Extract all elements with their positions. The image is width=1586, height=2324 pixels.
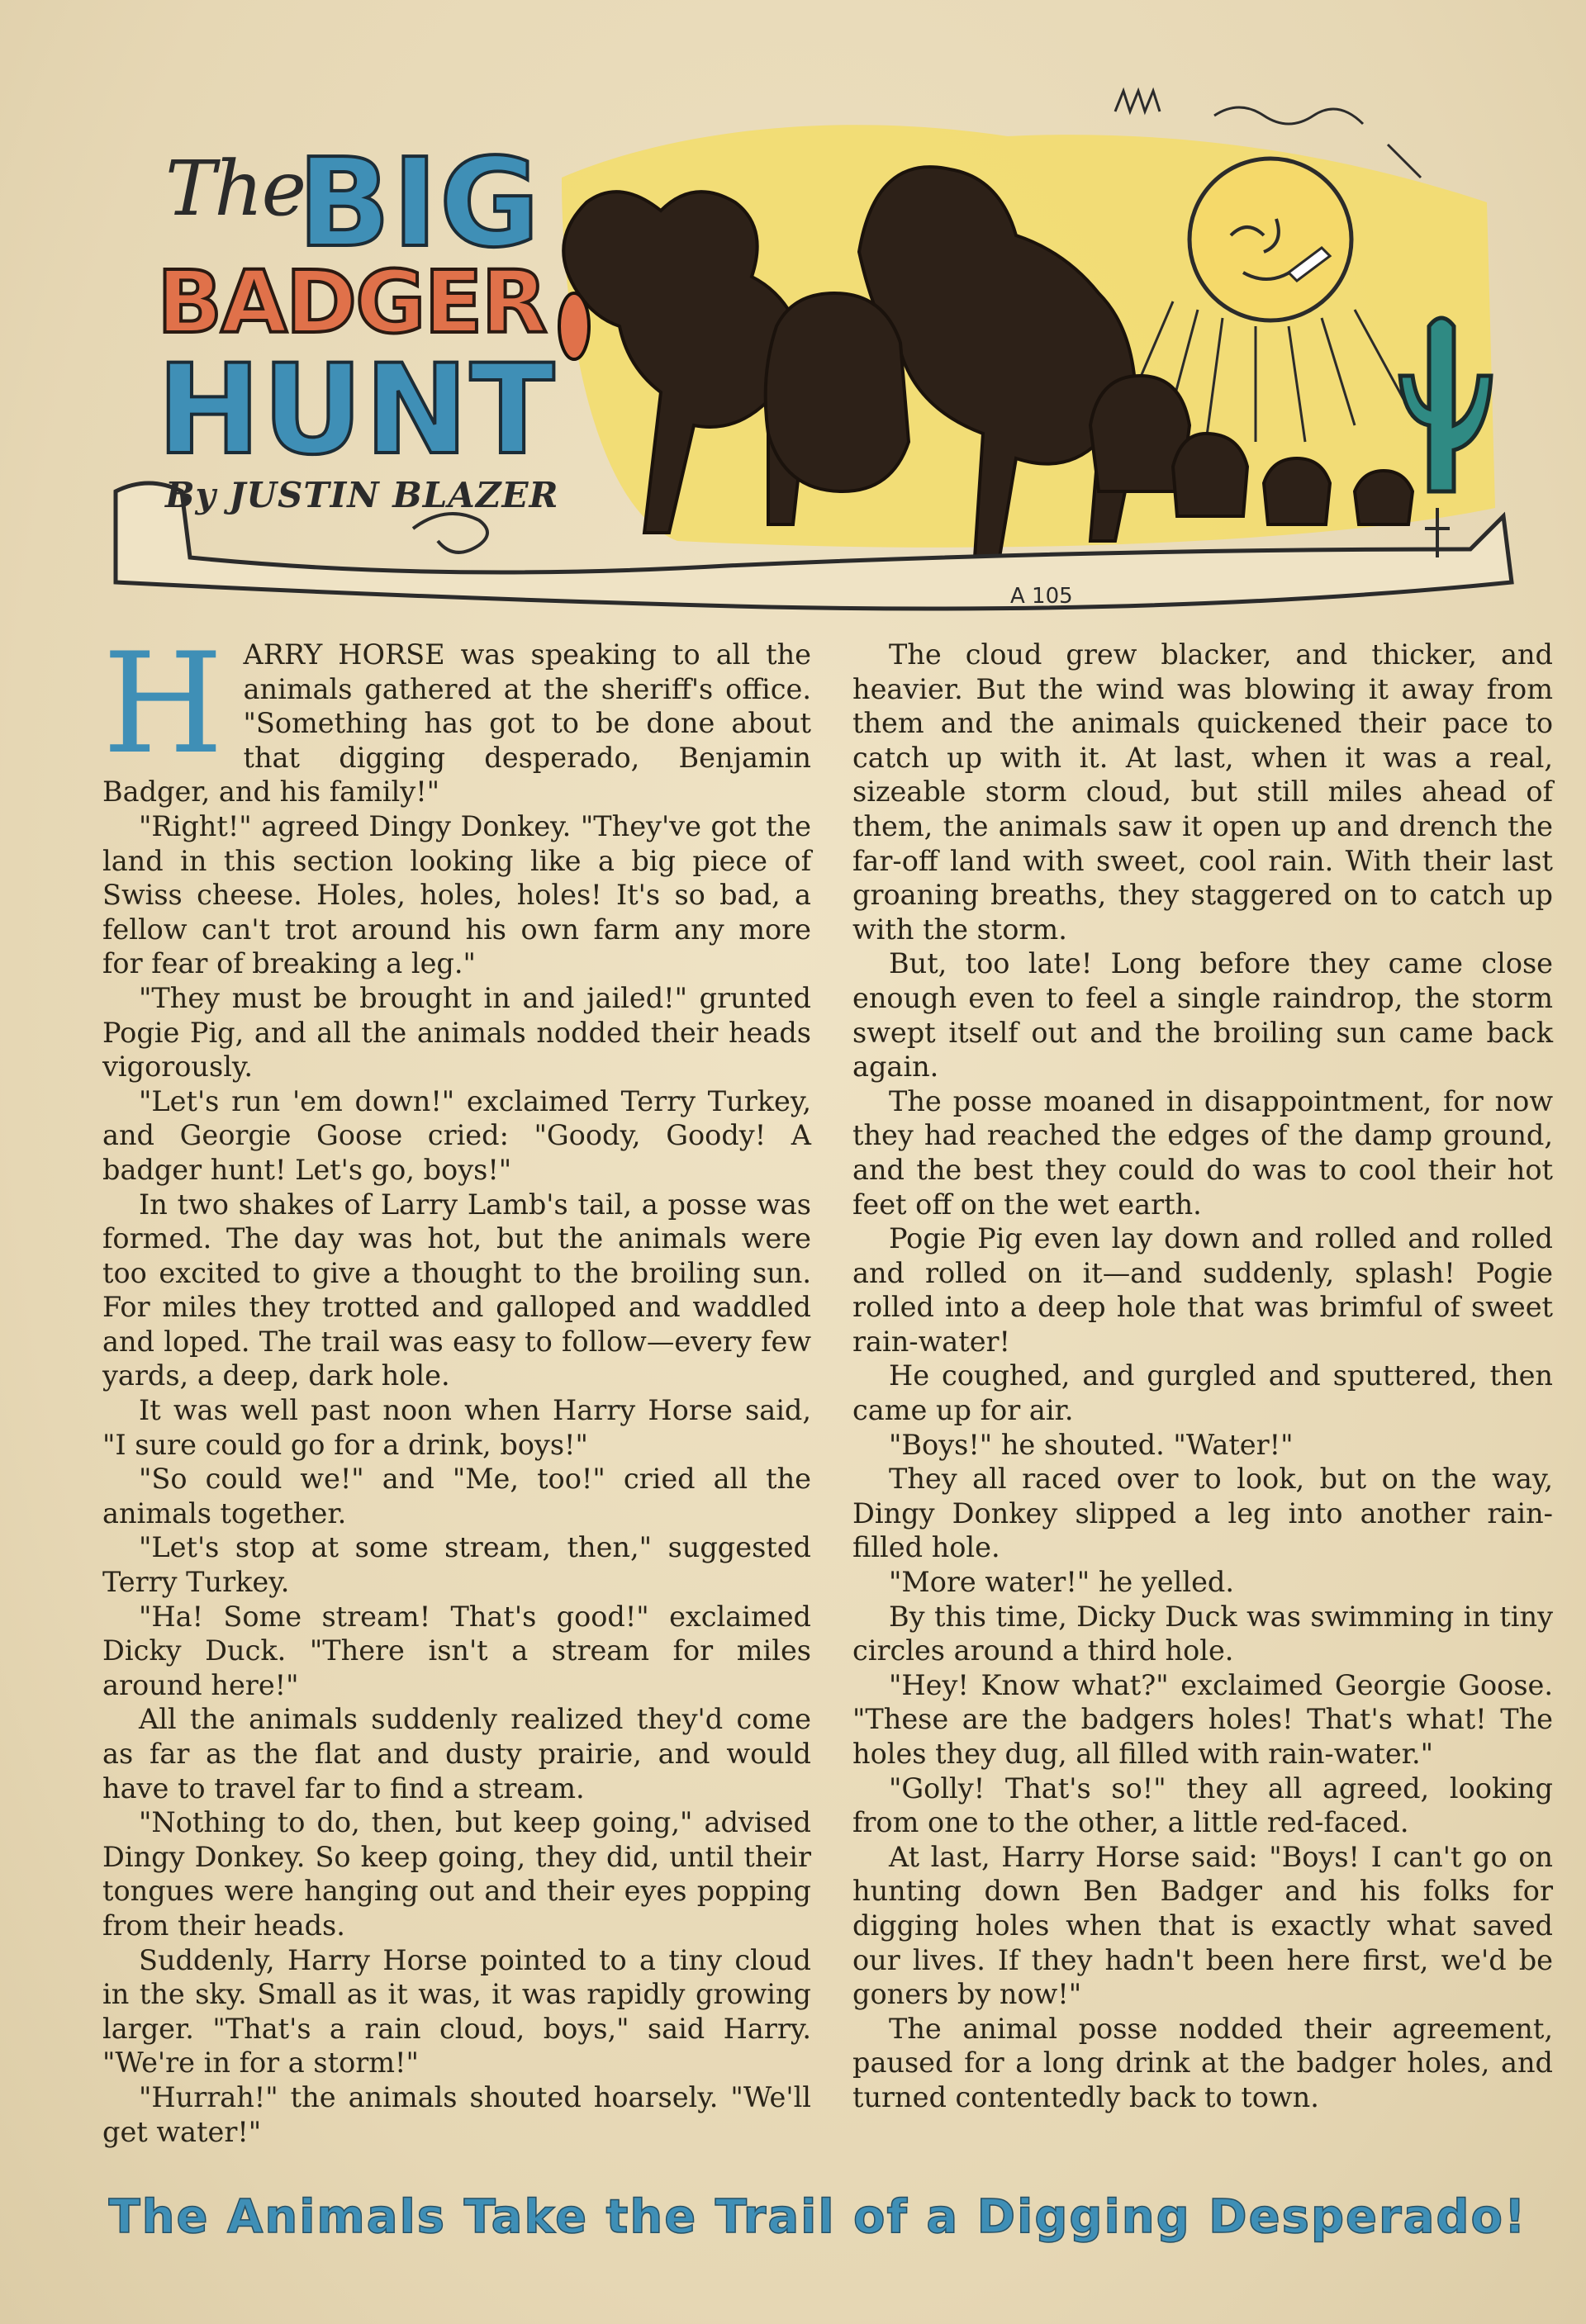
sun-icon bbox=[1190, 159, 1351, 320]
paragraph: "Right!" agreed Dingy Donkey. "They've got the land in this section looking like a big piece of Swiss cheese. Holes, holes, holes! It's so bad, a fellow can't trot around his own farm any more for fear of breaking a leg." bbox=[102, 809, 811, 980]
paragraph: The cloud grew blacker, and thicker, and heavier. But the wind was blowing it away from them and the animals quickened their pace to catch up with it. At last, when it was a real, sizeable storm cloud, but still miles ahead of them, the animals saw it open up and drench the far-off land with sweet, cool rain. With their last groaning breaths, they staggered on to catch up with the storm. bbox=[852, 638, 1553, 946]
paragraph: "More water!" he yelled. bbox=[889, 1566, 1234, 1599]
paragraph: Pogie Pig even lay down and rolled and rolled and rolled on it—and suddenly, splash! Pogie rolled into a deep hole that was brimful of sweet rain-water! bbox=[852, 1222, 1553, 1358]
title-block bbox=[132, 111, 595, 574]
byline: By JUSTIN BLAZER bbox=[165, 475, 559, 515]
paragraph: It was well past noon when Harry Horse said, "I sure could go for a drink, boys!" bbox=[102, 1394, 811, 1461]
title-the: The bbox=[165, 145, 306, 233]
paragraph: They all raced over to look, but on the way, Dingy Donkey slipped a leg into another rain-filled hole. bbox=[852, 1463, 1553, 1564]
title-badger: BADGER bbox=[157, 252, 546, 353]
paragraph: ARRY HORSE was speaking to all the animals gathered at the sheriff's office. "Something has got to be done about that digging desperado, Benjamin Badger, and his family!" bbox=[102, 638, 811, 809]
paragraph: By this time, Dicky Duck was swimming in tiny circles around a third hole. bbox=[852, 1600, 1553, 1667]
title-hunt: HUNT bbox=[157, 339, 557, 482]
paragraph: In two shakes of Larry Lamb's tail, a posse was formed. The day was hot, but the animals were too excited to give a thought to the broiling sun. For miles they trotted and galloped and waddled and loped. The trail was easy to follow—every few yards, a deep, dark hole. bbox=[102, 1188, 811, 1392]
paragraph: "Boys!" he shouted. "Water!" bbox=[889, 1428, 1294, 1461]
paragraph: "Let's run 'em down!" exclaimed Terry Turkey, and Georgie Goose cried: "Goody, Goody! A badger hunt! Let's go, boys!" bbox=[102, 1084, 811, 1186]
paragraph: But, too late! Long before they came close enough even to feel a single raindrop, the storm swept itself out and the broiling sun came back again. bbox=[852, 947, 1553, 1084]
paragraph: "Hurrah!" the animals shouted hoarsely. "We'll get water!" bbox=[102, 2080, 811, 2148]
paragraph: All the animals suddenly realized they'd come as far as the flat and dusty prairie, and would have to travel far to find a stream. bbox=[102, 1703, 811, 1805]
story-header bbox=[99, 78, 1520, 624]
paragraph: "They must be brought in and jailed!" grunted Pogie Pig, and all the animals nodded their heads vigorously. bbox=[102, 981, 811, 1084]
paragraph: "Ha! Some stream! That's good!" exclaimed Dicky Duck. "There isn't a stream for miles around here!" bbox=[102, 1600, 811, 1701]
paragraph: He coughed, and gurgled and sputtered, then came up for air. bbox=[852, 1359, 1553, 1427]
paragraph: "Golly! That's so!" they all agreed, looking from one to the other, a little red-faced. bbox=[852, 1771, 1553, 1839]
title-big: BIG bbox=[297, 132, 542, 274]
paragraph: The animal posse nodded their agreement, paused for a long drink at the badger holes, and turned contentedly back to town. bbox=[852, 2012, 1553, 2113]
illustration-code: A 105 bbox=[1010, 584, 1073, 609]
paragraph: "Let's stop at some stream, then," suggested Terry Turkey. bbox=[102, 1531, 811, 1599]
story-column-right bbox=[852, 638, 1553, 2115]
paragraph: "Nothing to do, then, but keep going," advised Dingy Donkey. So keep going, they did, until their tongues were hanging out and their eyes popping from their heads. bbox=[102, 1806, 811, 1942]
paragraph: At last, Harry Horse said: "Boys! I can't go on hunting down Ben Badger and his folks for digging holes when that is exactly what saved our lives. If they hadn't been here first, we'd be goners by now!" bbox=[852, 1840, 1553, 2011]
story-tagline: The Animals Take the Trail of a Digging Desperado! bbox=[108, 2190, 1527, 2244]
story-column-left bbox=[102, 623, 811, 2149]
drop-cap: H bbox=[102, 623, 224, 785]
paragraph: "So could we!" and "Me, too!" cried all the animals together. bbox=[102, 1463, 811, 1530]
paragraph: "Hey! Know what?" exclaimed Georgie Goose. "These are the badgers holes! That's what! The holes they dug, all filled with rain-water." bbox=[852, 1668, 1553, 1770]
paragraph: Suddenly, Harry Horse pointed to a tiny cloud in the sky. Small as it was, it was rapidly growing larger. "That's a rain cloud, boys," said Harry. "We're in for a storm!" bbox=[102, 1943, 811, 2080]
paragraph: The posse moaned in disappointment, for now they had reached the edges of the damp ground, and the best they could do was to cool their hot feet off on the wet earth. bbox=[852, 1084, 1553, 1221]
